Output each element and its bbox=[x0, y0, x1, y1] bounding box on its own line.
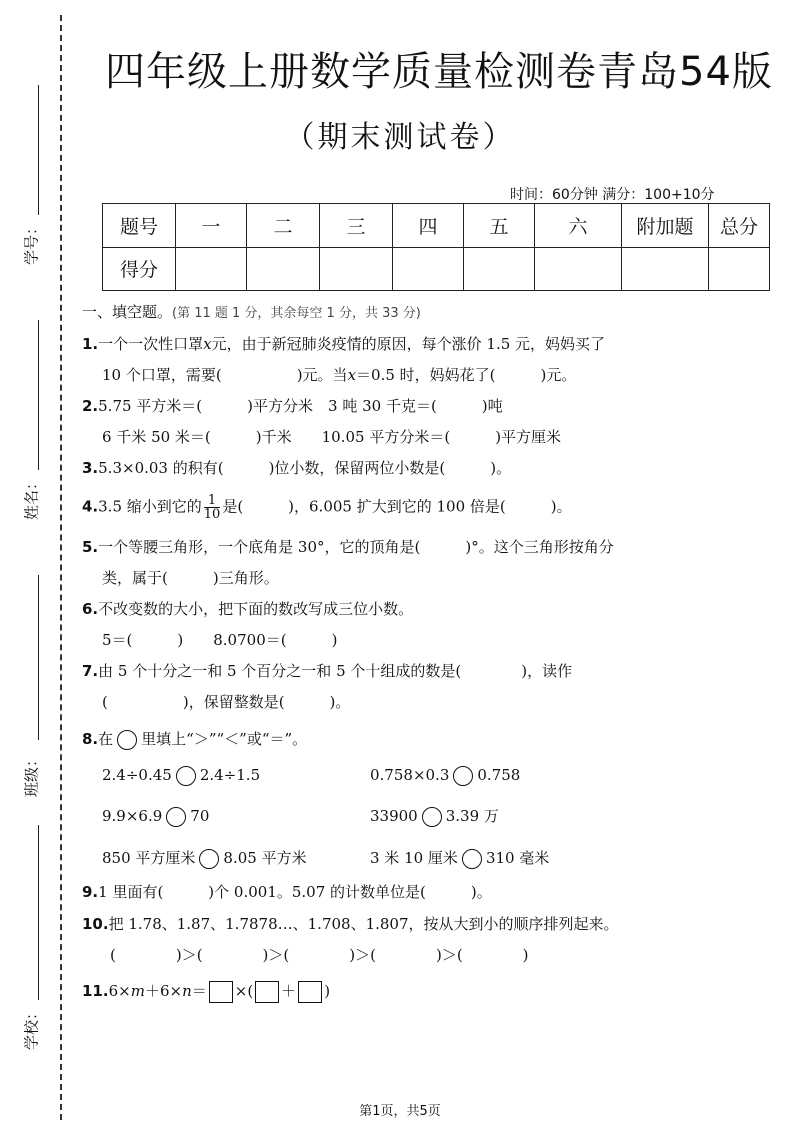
question-1 bbox=[82, 334, 605, 354]
class-line bbox=[38, 575, 39, 740]
variable-x: x bbox=[347, 366, 357, 384]
question-text: 5.75 平方米＝( )平方分米 3 吨 30 千克＝( )吨 bbox=[98, 397, 503, 415]
score-table-score-row bbox=[103, 247, 770, 291]
question-9 bbox=[82, 882, 492, 902]
question-number: 4. bbox=[82, 497, 99, 516]
variable-m: m bbox=[130, 982, 145, 1000]
question-number: 9. bbox=[82, 883, 99, 901]
score-header-cell: 四 bbox=[393, 204, 464, 248]
compare-left: 3 米 10 厘米 bbox=[370, 849, 458, 867]
school-line bbox=[38, 825, 39, 1000]
score-table bbox=[102, 203, 770, 291]
school-label: 学校： bbox=[22, 1005, 41, 1051]
question-3 bbox=[82, 458, 511, 478]
question-number: 3. bbox=[82, 459, 99, 477]
question-text: ×( bbox=[234, 982, 254, 1000]
score-header-cell: 总分 bbox=[709, 204, 770, 248]
fraction-numerator: 1 bbox=[204, 494, 221, 508]
question-text: 元，由于新冠肺炎疫情的原因，每个涨价 1.5 元，妈妈买了 bbox=[211, 335, 606, 353]
question-text: 6× bbox=[108, 982, 131, 1000]
compare-item bbox=[370, 805, 499, 827]
compare-right: 0.758 bbox=[477, 766, 521, 784]
question-number: 2. bbox=[82, 397, 99, 415]
section-note: (第 11 题 1 分，其余每空 1 分，共 33 分) bbox=[172, 306, 421, 321]
score-cell[interactable] bbox=[709, 247, 770, 291]
answer-circle[interactable] bbox=[422, 807, 442, 827]
question-6-line-2 bbox=[102, 630, 337, 650]
question-5 bbox=[82, 537, 614, 557]
question-text: 1 里面有( )个 0.001。5.07 的计数单位是( )。 bbox=[98, 883, 492, 901]
score-cell[interactable] bbox=[393, 247, 464, 291]
question-text: 里填上“＞”“＜”或“＝”。 bbox=[141, 730, 308, 748]
name-line bbox=[38, 320, 39, 470]
section-heading bbox=[82, 302, 421, 324]
answer-circle[interactable] bbox=[462, 849, 482, 869]
question-text: ＝ bbox=[191, 982, 207, 1000]
fraction-denominator: 10 bbox=[203, 507, 221, 522]
question-10-line-2 bbox=[110, 945, 529, 965]
score-cell[interactable] bbox=[247, 247, 320, 291]
name-label: 姓名： bbox=[22, 475, 41, 521]
compare-right: 310 毫米 bbox=[485, 849, 550, 867]
time-info: 时间：60分钟 满分：100+10分 bbox=[510, 187, 715, 203]
question-text: 3.5 缩小到它的 bbox=[98, 497, 202, 516]
score-header-cell: 二 bbox=[247, 204, 320, 248]
score-header-cell: 五 bbox=[464, 204, 535, 248]
question-11 bbox=[82, 981, 330, 1003]
question-text: ＝0.5 时，妈妈花了( )元。 bbox=[356, 366, 577, 384]
question-2-line-2 bbox=[102, 427, 561, 447]
variable-x: x bbox=[203, 335, 212, 353]
question-7 bbox=[82, 661, 572, 681]
compare-left: 0.758×0.3 bbox=[370, 766, 450, 784]
answer-box[interactable] bbox=[209, 981, 233, 1003]
compare-right: 8.05 平方米 bbox=[223, 849, 307, 867]
answer-circle[interactable] bbox=[453, 766, 473, 786]
question-text: 5＝( ) 8.0700＝( ) bbox=[102, 631, 338, 649]
compare-left: 33900 bbox=[370, 807, 418, 825]
compare-left: 9.9×6.9 bbox=[102, 807, 163, 825]
compare-item bbox=[370, 847, 549, 869]
score-cell[interactable] bbox=[320, 247, 393, 291]
cut-line bbox=[60, 15, 62, 1120]
student-id-label: 学号： bbox=[22, 220, 41, 266]
score-cell[interactable] bbox=[535, 247, 622, 291]
page-footer: 第1页，共5页 bbox=[359, 1104, 441, 1119]
answer-box[interactable] bbox=[298, 981, 322, 1003]
question-text: 由 5 个十分之一和 5 个百分之一和 5 个十组成的数是( )，读作 bbox=[98, 662, 573, 680]
question-text: 在 bbox=[98, 730, 114, 748]
question-text: 6 千米 50 米＝( )千米 10.05 平方分米＝( )平方厘米 bbox=[102, 428, 562, 446]
question-text: 不改变数的大小，把下面的数改写成三位小数。 bbox=[98, 600, 414, 618]
question-text: 一个等腰三角形，一个底角是 30°，它的顶角是( )°。这个三角形按角分 bbox=[98, 538, 614, 556]
question-text: ＋ bbox=[281, 982, 297, 1000]
question-5-line-2 bbox=[102, 568, 279, 588]
score-cell[interactable] bbox=[622, 247, 709, 291]
question-text: 类，属于( )三角形。 bbox=[102, 569, 279, 587]
score-table-header-row bbox=[103, 204, 770, 248]
compare-left: 2.4÷0.45 bbox=[102, 766, 172, 784]
question-4 bbox=[82, 494, 572, 521]
score-header-cell: 附加题 bbox=[622, 204, 709, 248]
question-text: 5.3×0.03 的积有( )位小数，保留两位小数是( )。 bbox=[98, 459, 512, 477]
answer-circle[interactable] bbox=[176, 766, 196, 786]
compare-item bbox=[102, 847, 307, 869]
question-number: 8. bbox=[82, 730, 99, 748]
compare-item bbox=[102, 805, 209, 827]
answer-circle[interactable] bbox=[199, 849, 219, 869]
question-text: ＋6× bbox=[144, 982, 183, 1000]
question-number: 7. bbox=[82, 662, 99, 680]
question-number: 10. bbox=[82, 915, 109, 933]
score-cell[interactable] bbox=[464, 247, 535, 291]
compare-right: 2.4÷1.5 bbox=[199, 766, 261, 784]
question-text: 是( )，6.005 扩大到它的 100 倍是( )。 bbox=[222, 497, 572, 516]
answer-box[interactable] bbox=[255, 981, 279, 1003]
score-cell[interactable] bbox=[176, 247, 247, 291]
variable-n: n bbox=[182, 982, 192, 1000]
question-1-line-2 bbox=[102, 365, 576, 385]
score-row-label: 得分 bbox=[103, 247, 176, 291]
compare-item bbox=[370, 764, 520, 786]
score-header-cell: 一 bbox=[176, 204, 247, 248]
fraction bbox=[204, 494, 221, 521]
question-number: 11. bbox=[82, 982, 109, 1000]
compare-item bbox=[102, 764, 260, 786]
question-text: ( )＞( )＞( )＞( )＞( ) bbox=[110, 946, 529, 964]
section-title: 一、填空题。 bbox=[82, 303, 173, 321]
question-6 bbox=[82, 599, 413, 619]
answer-circle[interactable] bbox=[166, 807, 186, 827]
score-header-cell: 三 bbox=[320, 204, 393, 248]
class-label: 班级： bbox=[22, 752, 41, 798]
compare-left: 850 平方厘米 bbox=[102, 849, 196, 867]
question-8 bbox=[82, 729, 307, 750]
question-7-line-2 bbox=[102, 692, 350, 712]
question-number: 1. bbox=[82, 335, 99, 353]
score-header-cell: 六 bbox=[535, 204, 622, 248]
question-number: 5. bbox=[82, 538, 99, 556]
question-10 bbox=[82, 914, 619, 934]
question-text: 把 1.78、1.87、1.7878…、1.708、1.807，按从大到小的顺序排列起来。 bbox=[108, 915, 619, 933]
question-text: ) bbox=[324, 982, 331, 1000]
question-text: ( )，保留整数是( )。 bbox=[102, 693, 351, 711]
question-number: 6. bbox=[82, 600, 99, 618]
score-header-cell: 题号 bbox=[103, 204, 176, 248]
question-text: 10 个口罩，需要( )元。当 bbox=[102, 366, 348, 384]
student-id-line bbox=[38, 85, 39, 215]
circle-icon bbox=[117, 730, 137, 750]
compare-right: 3.39 万 bbox=[445, 807, 499, 825]
compare-right: 70 bbox=[190, 807, 210, 825]
question-2 bbox=[82, 396, 503, 416]
page-subtitle: （期末测试卷） bbox=[284, 120, 516, 155]
page-title: 四年级上册数学质量检测卷青岛54版 bbox=[105, 49, 773, 95]
question-text: 一个一次性口罩 bbox=[98, 335, 204, 353]
binding-margin bbox=[0, 0, 70, 1132]
